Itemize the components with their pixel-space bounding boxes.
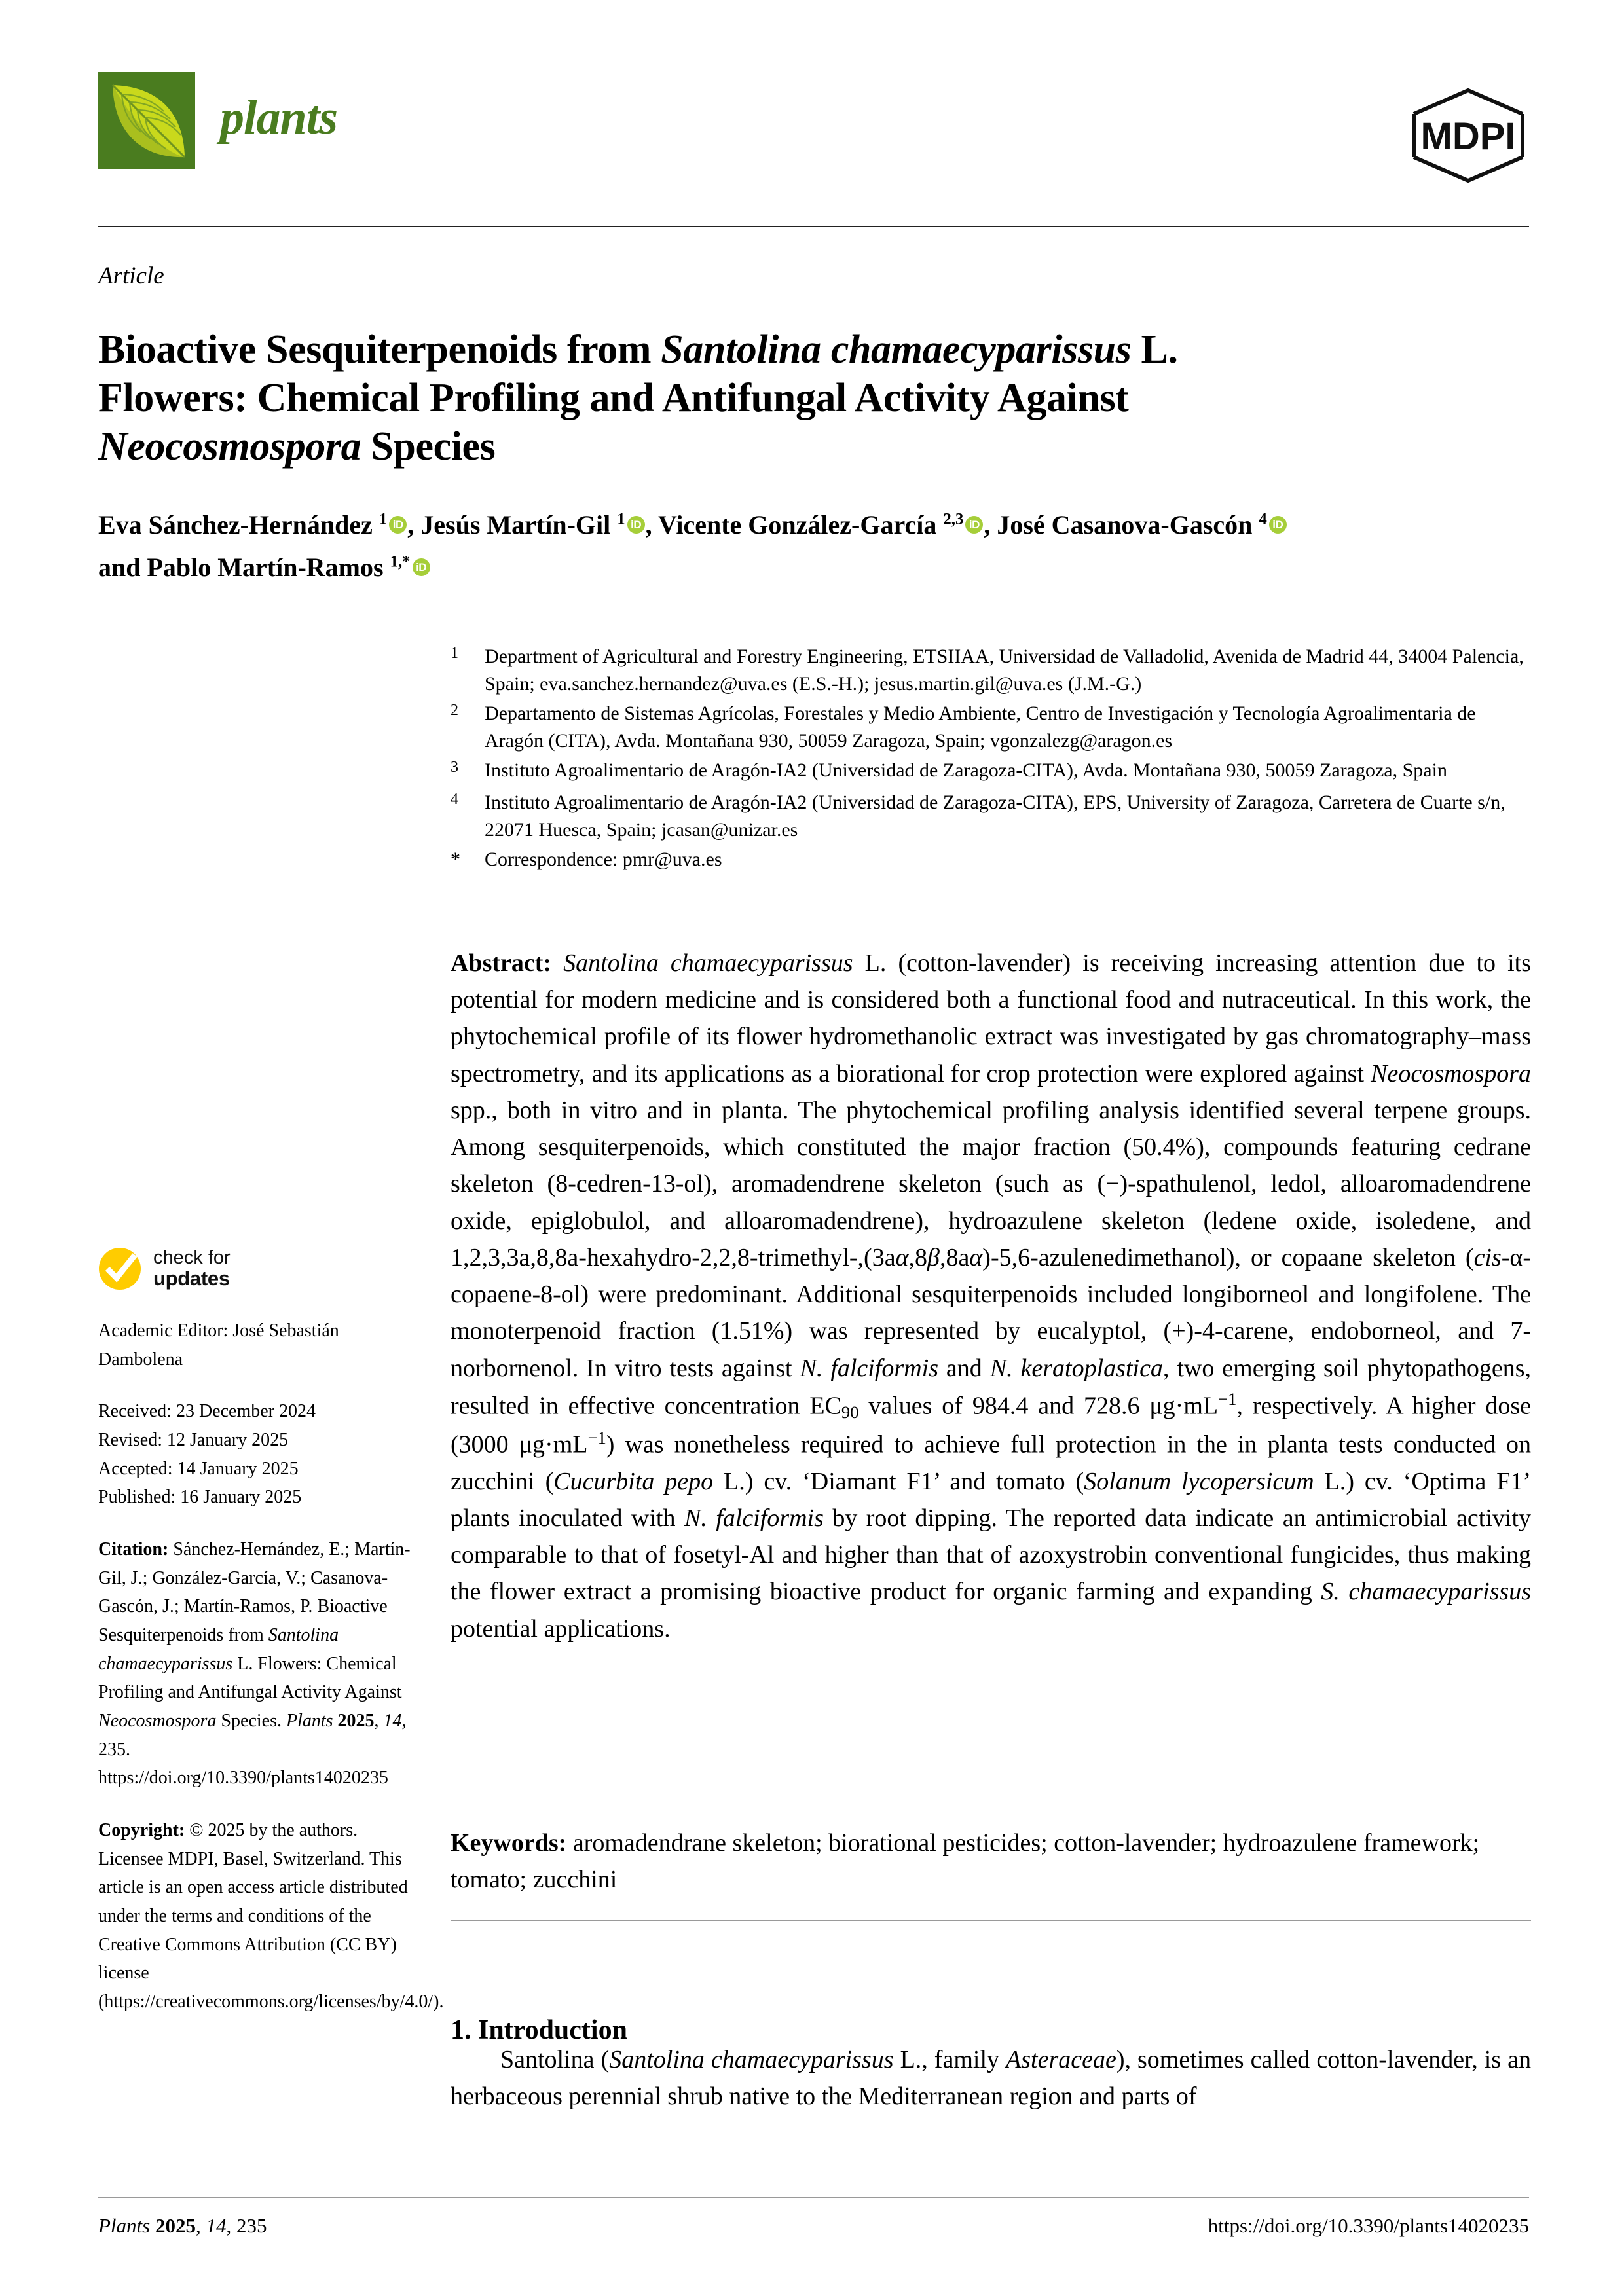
affiliations [451, 643, 1531, 875]
affiliation-marker: 2 [451, 702, 458, 719]
publication-date: Accepted: 14 January 2025 [98, 1458, 299, 1479]
author-list: Eva Sánchez-Hernández $^1$ iD , Jesús Martín-Gil $^1$ iD , Vicente González-García $^{2,3}$ iD , José Casanova-Gascón $^4$ iD and Pablo Martín-Ramos $^{1,*}$ iD [98, 504, 1532, 589]
check-for-updates-badge[interactable] [98, 1247, 413, 1290]
header-divider [98, 226, 1529, 227]
affiliation-text: Instituto Agroalimentario de Aragón-IA2 (Universidad de Zaragoza-CITA), EPS, University of Zaragoza, Carretera de Cuarte s/n, 22071 Huesca, Spain; jcasan@unizar.es [485, 792, 1505, 841]
affiliation-row [451, 846, 1531, 873]
keywords-divider [451, 1920, 1531, 1921]
affiliation-marker: 4 [451, 791, 458, 808]
affiliation-row [451, 700, 1531, 755]
leaf-icon [98, 72, 195, 169]
affiliation-text: Department of Agricultural and Forestry Engineering, ETSIIAA, Universidad de Valladolid, Avenida de Madrid 44, 34004 Palencia, Spain; eva.sanchez.hernandez@uva.es (E.S.-H.); jesus.martin.gil@uva.es (J.M.-G.) [485, 646, 1524, 695]
introduction-paragraph: Santolina (Santolina chamaecyparissus L., family Asteraceae), sometimes called cotton-lavender, is an herbaceous perennial shrub native to the Mediterranean region and parts of [451, 2046, 1532, 2111]
academic-editor: Academic Editor: José Sebastián Dambolena [98, 1321, 339, 1370]
check-circle-icon [98, 1247, 141, 1290]
cfu-line1: check for [153, 1247, 231, 1269]
cfu-line2: updates [153, 1266, 230, 1290]
article-type-label: Article [98, 263, 164, 289]
affiliation-marker: 1 [451, 645, 458, 662]
svg-text:MDPI: MDPI [1420, 115, 1516, 158]
mdpi-logo[interactable] [1407, 86, 1529, 185]
affiliation-text: Instituto Agroalimentario de Aragón-IA2 (Universidad de Zaragoza-CITA), Avda. Montañana 930, 50059 Zaragoza, Spain [485, 759, 1447, 781]
check-for-updates-text [153, 1248, 231, 1290]
page-title: Bioactive Sesquiterpenoids from Santolina chamaecyparissus L. Flowers: Chemical Profiling and Antifungal Activity Against Neocosmospora Species [98, 327, 1178, 469]
affiliation-text: Departamento de Sistemas Agrícolas, Forestales y Medio Ambiente, Centro de Investigación y Tecnología Agroalimentaria de Aragón (CITA), Avda. Montañana 930, 50059 Zaragoza, Spain; vgonzalezg@aragon.es [485, 702, 1476, 752]
section-heading-introduction: 1. Introduction [451, 2014, 627, 2045]
footer-doi-link[interactable]: https://doi.org/10.3390/plants14020235 [1208, 2214, 1529, 2237]
footer-citation: Plants 2025, 14, 235 [98, 2214, 267, 2237]
journal-title: plants [220, 91, 338, 145]
copyright-block: Copyright: © 2025 by the authors. Licensee MDPI, Basel, Switzerland. This article is an open access article distributed under the terms and conditions of the Creative Commons Attribution (CC BY) license (https://creativecommons.org/licenses/by/4.0/). [98, 1820, 444, 2013]
footer-divider [98, 2197, 1529, 2198]
affiliation-row [451, 643, 1531, 698]
affiliation-row [451, 789, 1531, 844]
publication-date: Revised: 12 January 2025 [98, 1430, 289, 1451]
keywords: Keywords: aromadendrane skeleton; biorational pesticides; cotton-lavender; hydroazulene framework; tomato; zucchini [451, 1829, 1480, 1894]
abstract: Abstract: Santolina chamaecyparissus L. (cotton-lavender) is receiving increasing attention due to its potential for modern medicine and is considered both a functional food and nutraceutical. In this work, the phytochemical profile of its flower hydromethanolic extract was investigated by gas chromatography–mass spectrometry, and its applications as a biorational for crop protection were explored against Neocosmospora spp., both in vitro and in planta. The phytochemical profiling analysis identified several terpene groups. Among sesquiterpenoids, which constituted the major fraction (50.4%), compounds featuring cedrane skeleton (8-cedren-13-ol), aromadendrene skeleton (such as (−)-spathulenol, ledol, alloaromadendrene oxide, epiglobulol, and alloaromadendrene), hydroazulene skeleton (ledene oxide, isoledene, and 1,2,3,3a,8,8a-hexahydro-2,2,8-trimethyl-,(3aα,8β,8aα)-5,6-azulenedimethanol), or copaane skeleton (cis-α-copaene-8-ol) were predominant. Additional sesquiterpenoids included longiborneol and longifolene. The monoterpenoid fraction (1.51%) was represented by eucalyptol, (+)-4-carene, endoborneol, and 7-norbornenol. In vitro tests against N. falciformis and N. keratoplastica, two emerging soil phytopathogens, resulted in effective concentration $EC_{90}$ values of 984.4 and 728.6 $\mu g\cdot mL^{-1}$, respectively. A higher dose (3000 $\mu g\cdot mL^{-1}$) was nonetheless required to achieve full protection in the in planta tests conducted on zucchini (Cucurbita pepo L.) cv. ‘Diamant F1’ and tomato (Solanum lycopersicum L.) cv. ‘Optima F1’ plants inoculated with N. falciformis by root dipping. The reported data indicate an antimicrobial activity comparable to that of fosetyl-Al and higher than that of azoxystrobin conventional fungicides, thus making the flower extract a promising bioactive product for organic farming and expanding S. chamaecyparissus potential applications. [451, 949, 1532, 1643]
citation-block: Citation: Sánchez-Hernández, E.; Martín-Gil, J.; González-García, V.; Casanova-Gascón, J.; Martín-Ramos, P. Bioactive Sesquiterpenoids from Santolina chamaecyparissus L. Flowers: Chemical Profiling and Antifungal Activity Against Neocosmospora Species. Plants 2025, 14, 235. https://doi.org/10.3390/plants14020235 [98, 1539, 411, 1789]
journal-logo[interactable] [98, 72, 337, 169]
publication-date: Received: 23 December 2024 [98, 1401, 316, 1422]
publication-date: Published: 16 January 2025 [98, 1487, 302, 1508]
affiliation-text: Correspondence: pmr@uva.es [485, 848, 722, 870]
affiliation-marker: * [451, 848, 460, 870]
affiliation-marker: 3 [451, 759, 458, 776]
masthead [98, 72, 1529, 210]
sidebar [98, 1247, 444, 2040]
publication-dates [98, 1397, 413, 1512]
affiliation-row [451, 757, 1531, 787]
